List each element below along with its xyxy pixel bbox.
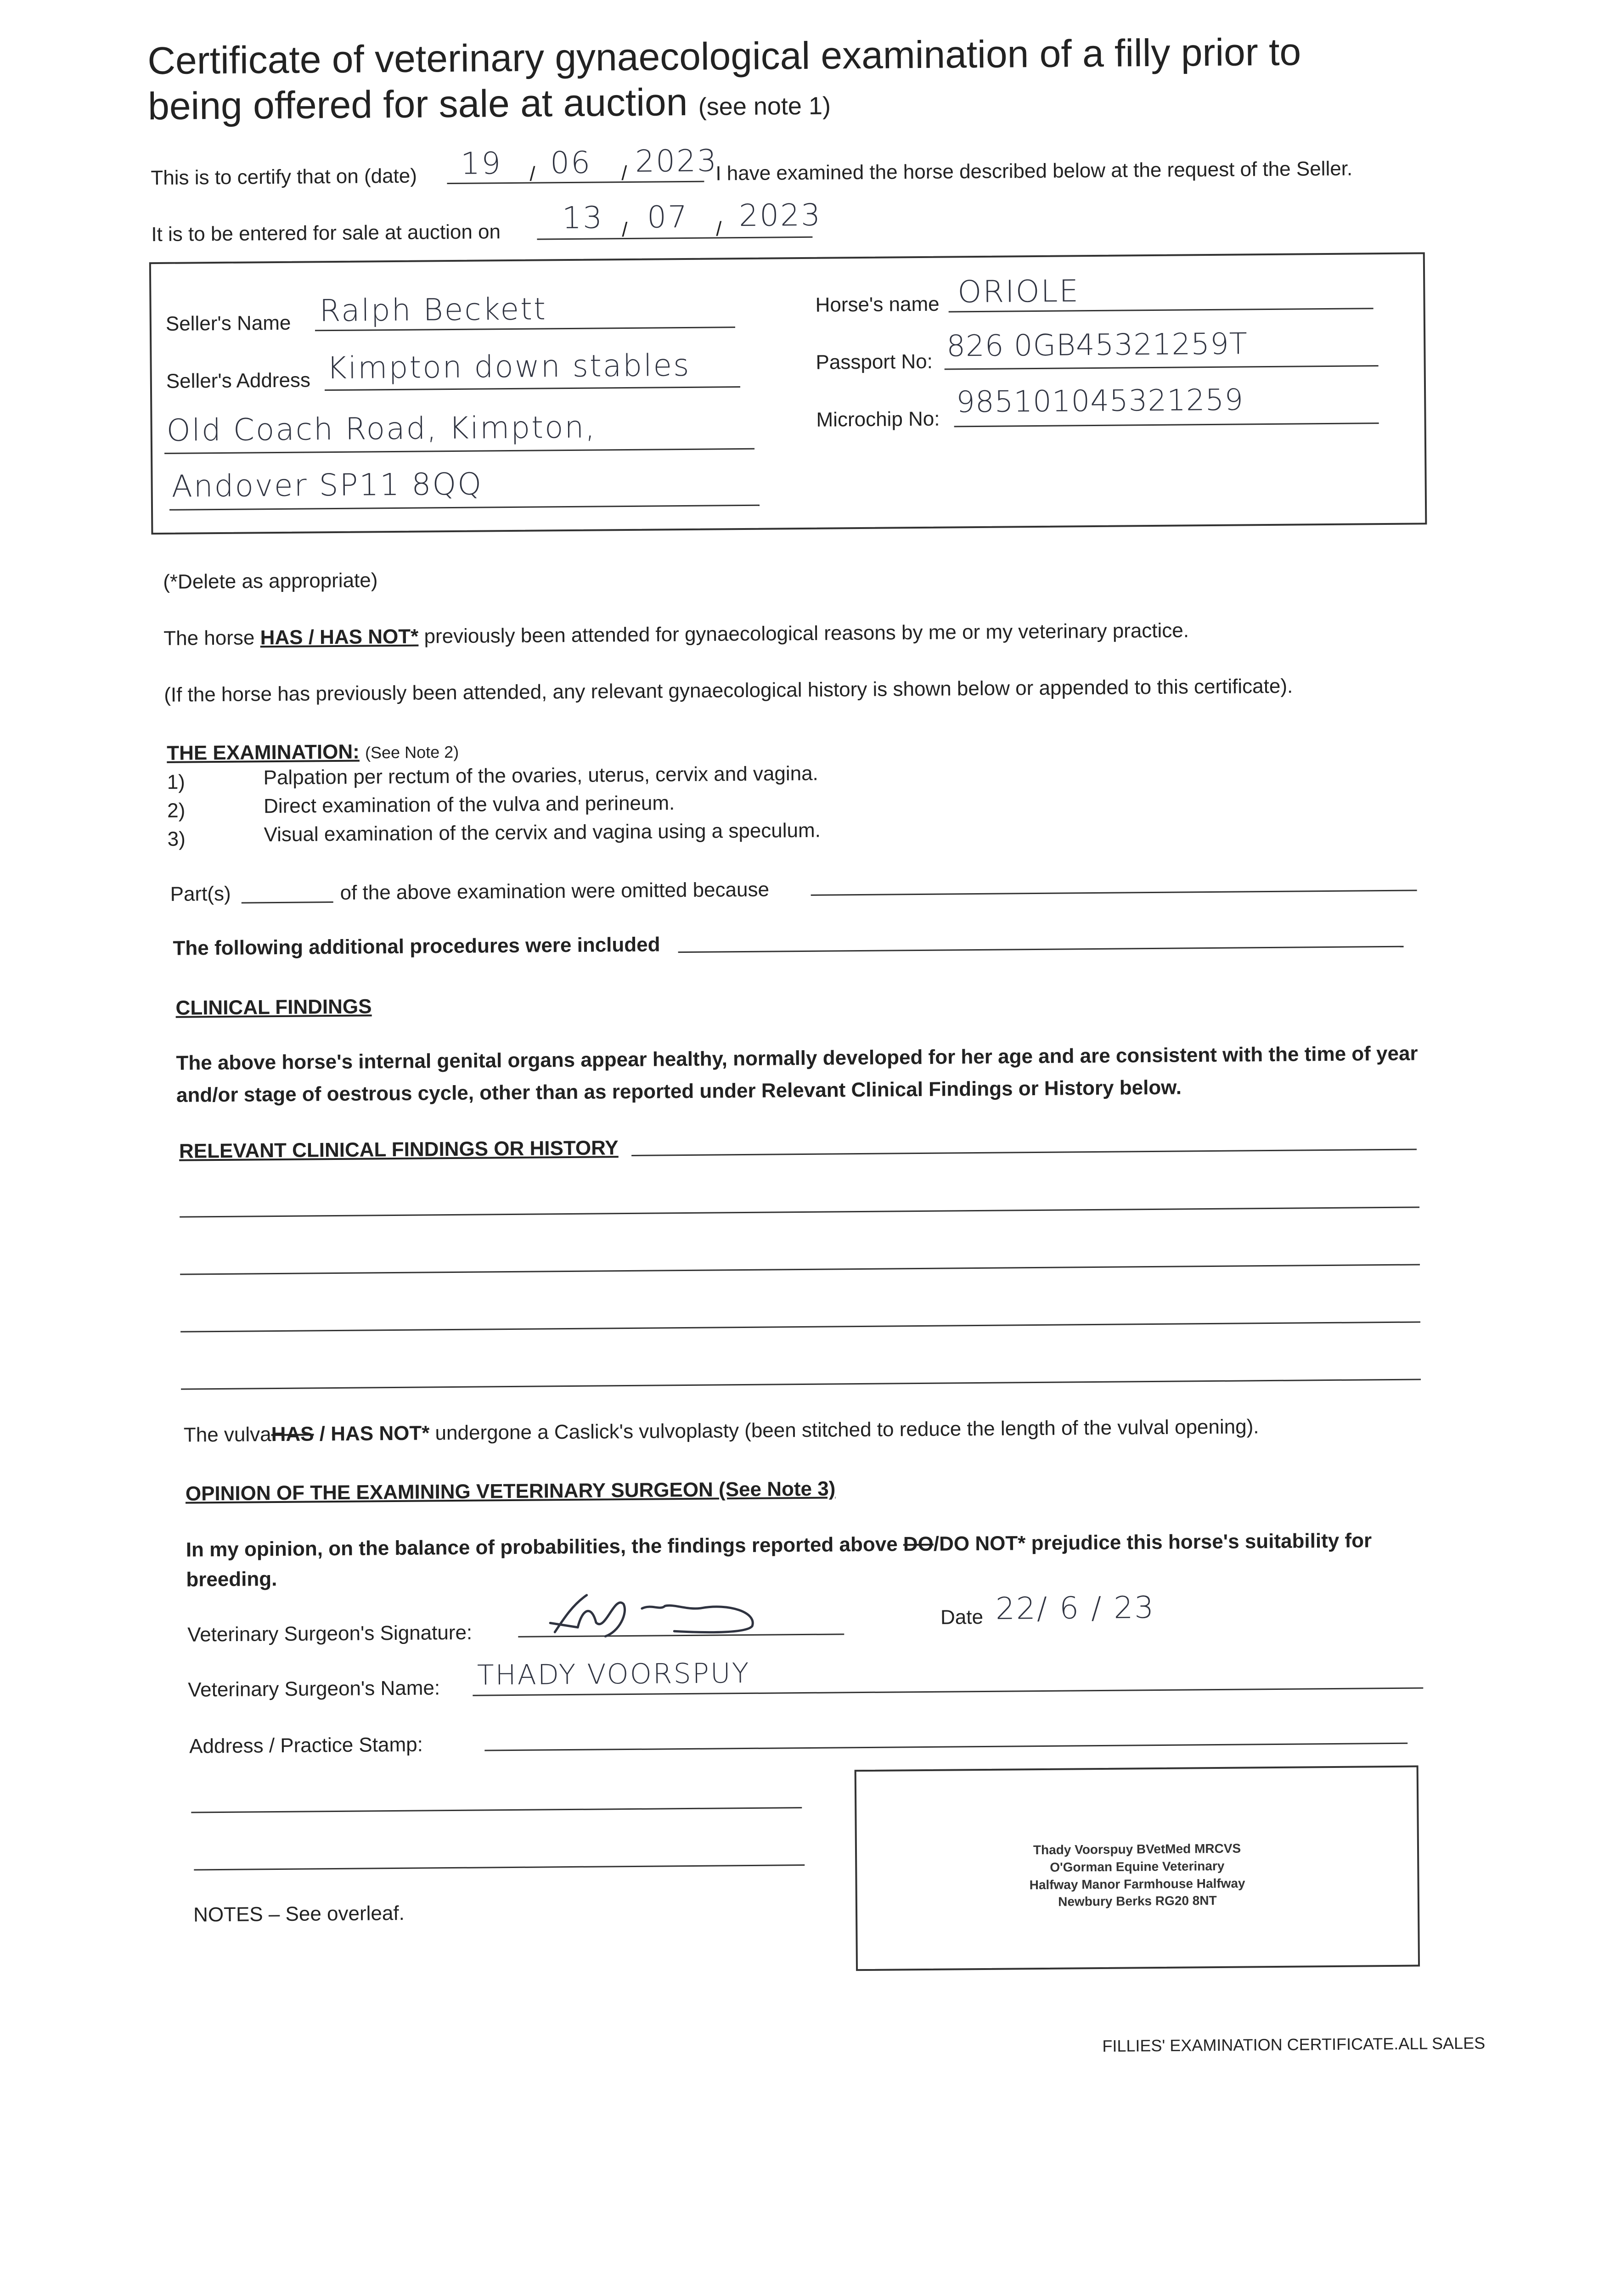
history-note: (If the horse has previously been attended, any relevant gynaecological history is shown below or appended to this certificate). xyxy=(164,675,1293,706)
seller-address-value-2: Old Coach Road, Kimpton, xyxy=(166,409,597,448)
clinical-statement-2: and/or stage of oestrous cycle, other than as reported under Relevant Clinical Findings or History below. xyxy=(176,1076,1182,1107)
address-stamp-line-2 xyxy=(191,1807,802,1813)
omitted-suffix: of the above examination were omitted because xyxy=(340,878,770,904)
delete-note: (*Delete as appropriate) xyxy=(163,569,378,593)
auction-month: 07 xyxy=(647,199,689,235)
date-value: 22/ 6 / 23 xyxy=(995,1590,1155,1626)
exam-item-1-text: Palpation per rectum of the ovaries, uterus, cervix and vagina. xyxy=(263,762,818,789)
stamp-line-4: Newbury Berks RG20 8NT xyxy=(1058,1893,1217,1909)
seller-address-label: Seller's Address xyxy=(166,369,311,393)
surgeon-name-label: Veterinary Surgeon's Name: xyxy=(188,1677,440,1701)
practice-stamp-box xyxy=(855,1766,1420,1971)
opinion-text-1-suffix: /DO NOT* prejudice this horse's suitability for xyxy=(933,1529,1372,1555)
practice-stamp xyxy=(857,1839,1418,1913)
additional-procedures-line xyxy=(678,946,1404,953)
vulva-suffix: undergone a Caslick's vulvoplasty (been stitched to reduce the length of the vulval opening). xyxy=(435,1415,1259,1445)
passport-value: 826 0GB45321259T xyxy=(946,327,1248,364)
seller-address-value-3: Andover SP11 8QQ xyxy=(171,466,483,504)
omitted-parts-line xyxy=(242,901,333,904)
seller-address-value-1: Kimpton down stables xyxy=(327,347,691,386)
relevant-findings-heading: RELEVANT CLINICAL FINDINGS OR HISTORY xyxy=(179,1137,619,1163)
date-label: Date xyxy=(940,1605,984,1629)
attended-prefix: The horse xyxy=(163,626,255,650)
exam-item-2-num: 2) xyxy=(167,799,186,822)
additional-procedures-label: The following additional procedures were included xyxy=(173,933,660,960)
auction-day: 13 xyxy=(562,200,604,236)
exam-item-3-text: Visual examination of the cervix and vagina using a speculum. xyxy=(264,819,821,846)
microchip-value: 985101045321259 xyxy=(956,383,1244,420)
relevant-findings-line-3 xyxy=(180,1264,1420,1275)
clinical-statement-1: The above horse's internal genital organs appear healthy, normally developed for her age and are consistent with the time of year xyxy=(176,1042,1418,1075)
certificate-title xyxy=(147,29,1301,129)
microchip-label: Microchip No: xyxy=(816,407,940,431)
signature-image xyxy=(536,1575,821,1646)
auction-prefix: It is to be entered for sale at auction on xyxy=(151,220,501,246)
horse-name-value: ORIOLE xyxy=(957,273,1080,310)
clinical-findings-heading: CLINICAL FINDINGS xyxy=(175,995,372,1019)
certify-sep-1: / xyxy=(529,163,535,186)
omitted-prefix: Part(s) xyxy=(170,882,231,906)
relevant-findings-line-2 xyxy=(180,1206,1419,1217)
notes-label: NOTES – See overleaf. xyxy=(193,1902,405,1926)
auction-sep-1: / xyxy=(622,218,628,242)
opinion-text-1-struck: DO xyxy=(903,1532,934,1556)
opinion-text-1-prefix: In my opinion, on the balance of probabilities, the findings reported above xyxy=(186,1533,898,1561)
address-stamp-label: Address / Practice Stamp: xyxy=(189,1733,423,1758)
exam-item-1-num: 1) xyxy=(167,771,186,793)
auction-year: 2023 xyxy=(738,197,822,234)
passport-label: Passport No: xyxy=(816,350,933,374)
address-stamp-line-1 xyxy=(484,1743,1407,1751)
title-line-2-text: being offered for sale at auction xyxy=(147,80,688,128)
attended-suffix: previously been attended for gynaecological reasons by me or my veterinary practice. xyxy=(424,619,1189,648)
title-line-2 xyxy=(148,75,1302,129)
address-stamp-line-3 xyxy=(194,1864,805,1870)
footer-label: FILLIES' EXAMINATION CERTIFICATE.ALL SALES xyxy=(1102,2033,1486,2055)
vulva-prefix: The vulva xyxy=(183,1423,271,1446)
certify-date-line xyxy=(447,181,704,184)
vulva-struck-option: HAS xyxy=(271,1423,314,1446)
auction-sep-2: / xyxy=(716,218,722,241)
title-line-1: Certificate of veterinary gynaecological examination of a filly prior to xyxy=(147,30,1301,83)
opinion-text-2: breeding. xyxy=(186,1568,277,1591)
certify-year: 2023 xyxy=(635,143,718,179)
horse-name-label: Horse's name xyxy=(815,293,940,316)
title-note: (see note 1) xyxy=(698,92,831,121)
examination-heading-row xyxy=(167,740,459,765)
attended-option: HAS / HAS NOT* xyxy=(260,625,419,649)
certify-suffix: I have examined the horse described below at the request of the Seller. xyxy=(715,157,1353,185)
relevant-findings-line-4 xyxy=(180,1321,1420,1332)
seller-name-label: Seller's Name xyxy=(165,311,291,335)
signature-label: Veterinary Surgeon's Signature: xyxy=(187,1621,473,1646)
seller-name-value: Ralph Beckett xyxy=(319,291,547,329)
exam-item-2-text: Direct examination of the vulva and perineum. xyxy=(263,792,675,818)
stamp-line-2: O'Gorman Equine Veterinary xyxy=(1050,1858,1225,1874)
certify-day: 19 xyxy=(460,146,502,181)
certify-month: 06 xyxy=(550,145,592,181)
examination-heading: THE EXAMINATION: xyxy=(167,740,360,765)
exam-item-3-num: 3) xyxy=(167,827,186,850)
attended-statement xyxy=(163,619,1189,650)
omitted-reason-line xyxy=(811,889,1417,895)
stamp-line-1: Thady Voorspuy BVetMed MRCVS xyxy=(1033,1841,1241,1857)
examination-heading-note: (See Note 2) xyxy=(365,742,459,762)
certify-prefix: This is to certify that on (date) xyxy=(151,164,417,190)
certify-sep-2: / xyxy=(621,162,627,185)
vulva-statement xyxy=(184,1415,1259,1446)
vulva-option: / HAS NOT* xyxy=(319,1422,430,1446)
stamp-line-3: Halfway Manor Farmhouse Halfway xyxy=(1029,1876,1245,1892)
opinion-text-1 xyxy=(186,1529,1372,1561)
relevant-findings-line-5 xyxy=(181,1379,1421,1390)
auction-date-line xyxy=(537,236,812,240)
relevant-findings-line-1 xyxy=(631,1149,1417,1156)
opinion-heading: OPINION OF THE EXAMINING VETERINARY SURGEON (See Note 3) xyxy=(185,1477,836,1505)
surgeon-name-value: THADY VOORSPUY xyxy=(477,1657,750,1692)
